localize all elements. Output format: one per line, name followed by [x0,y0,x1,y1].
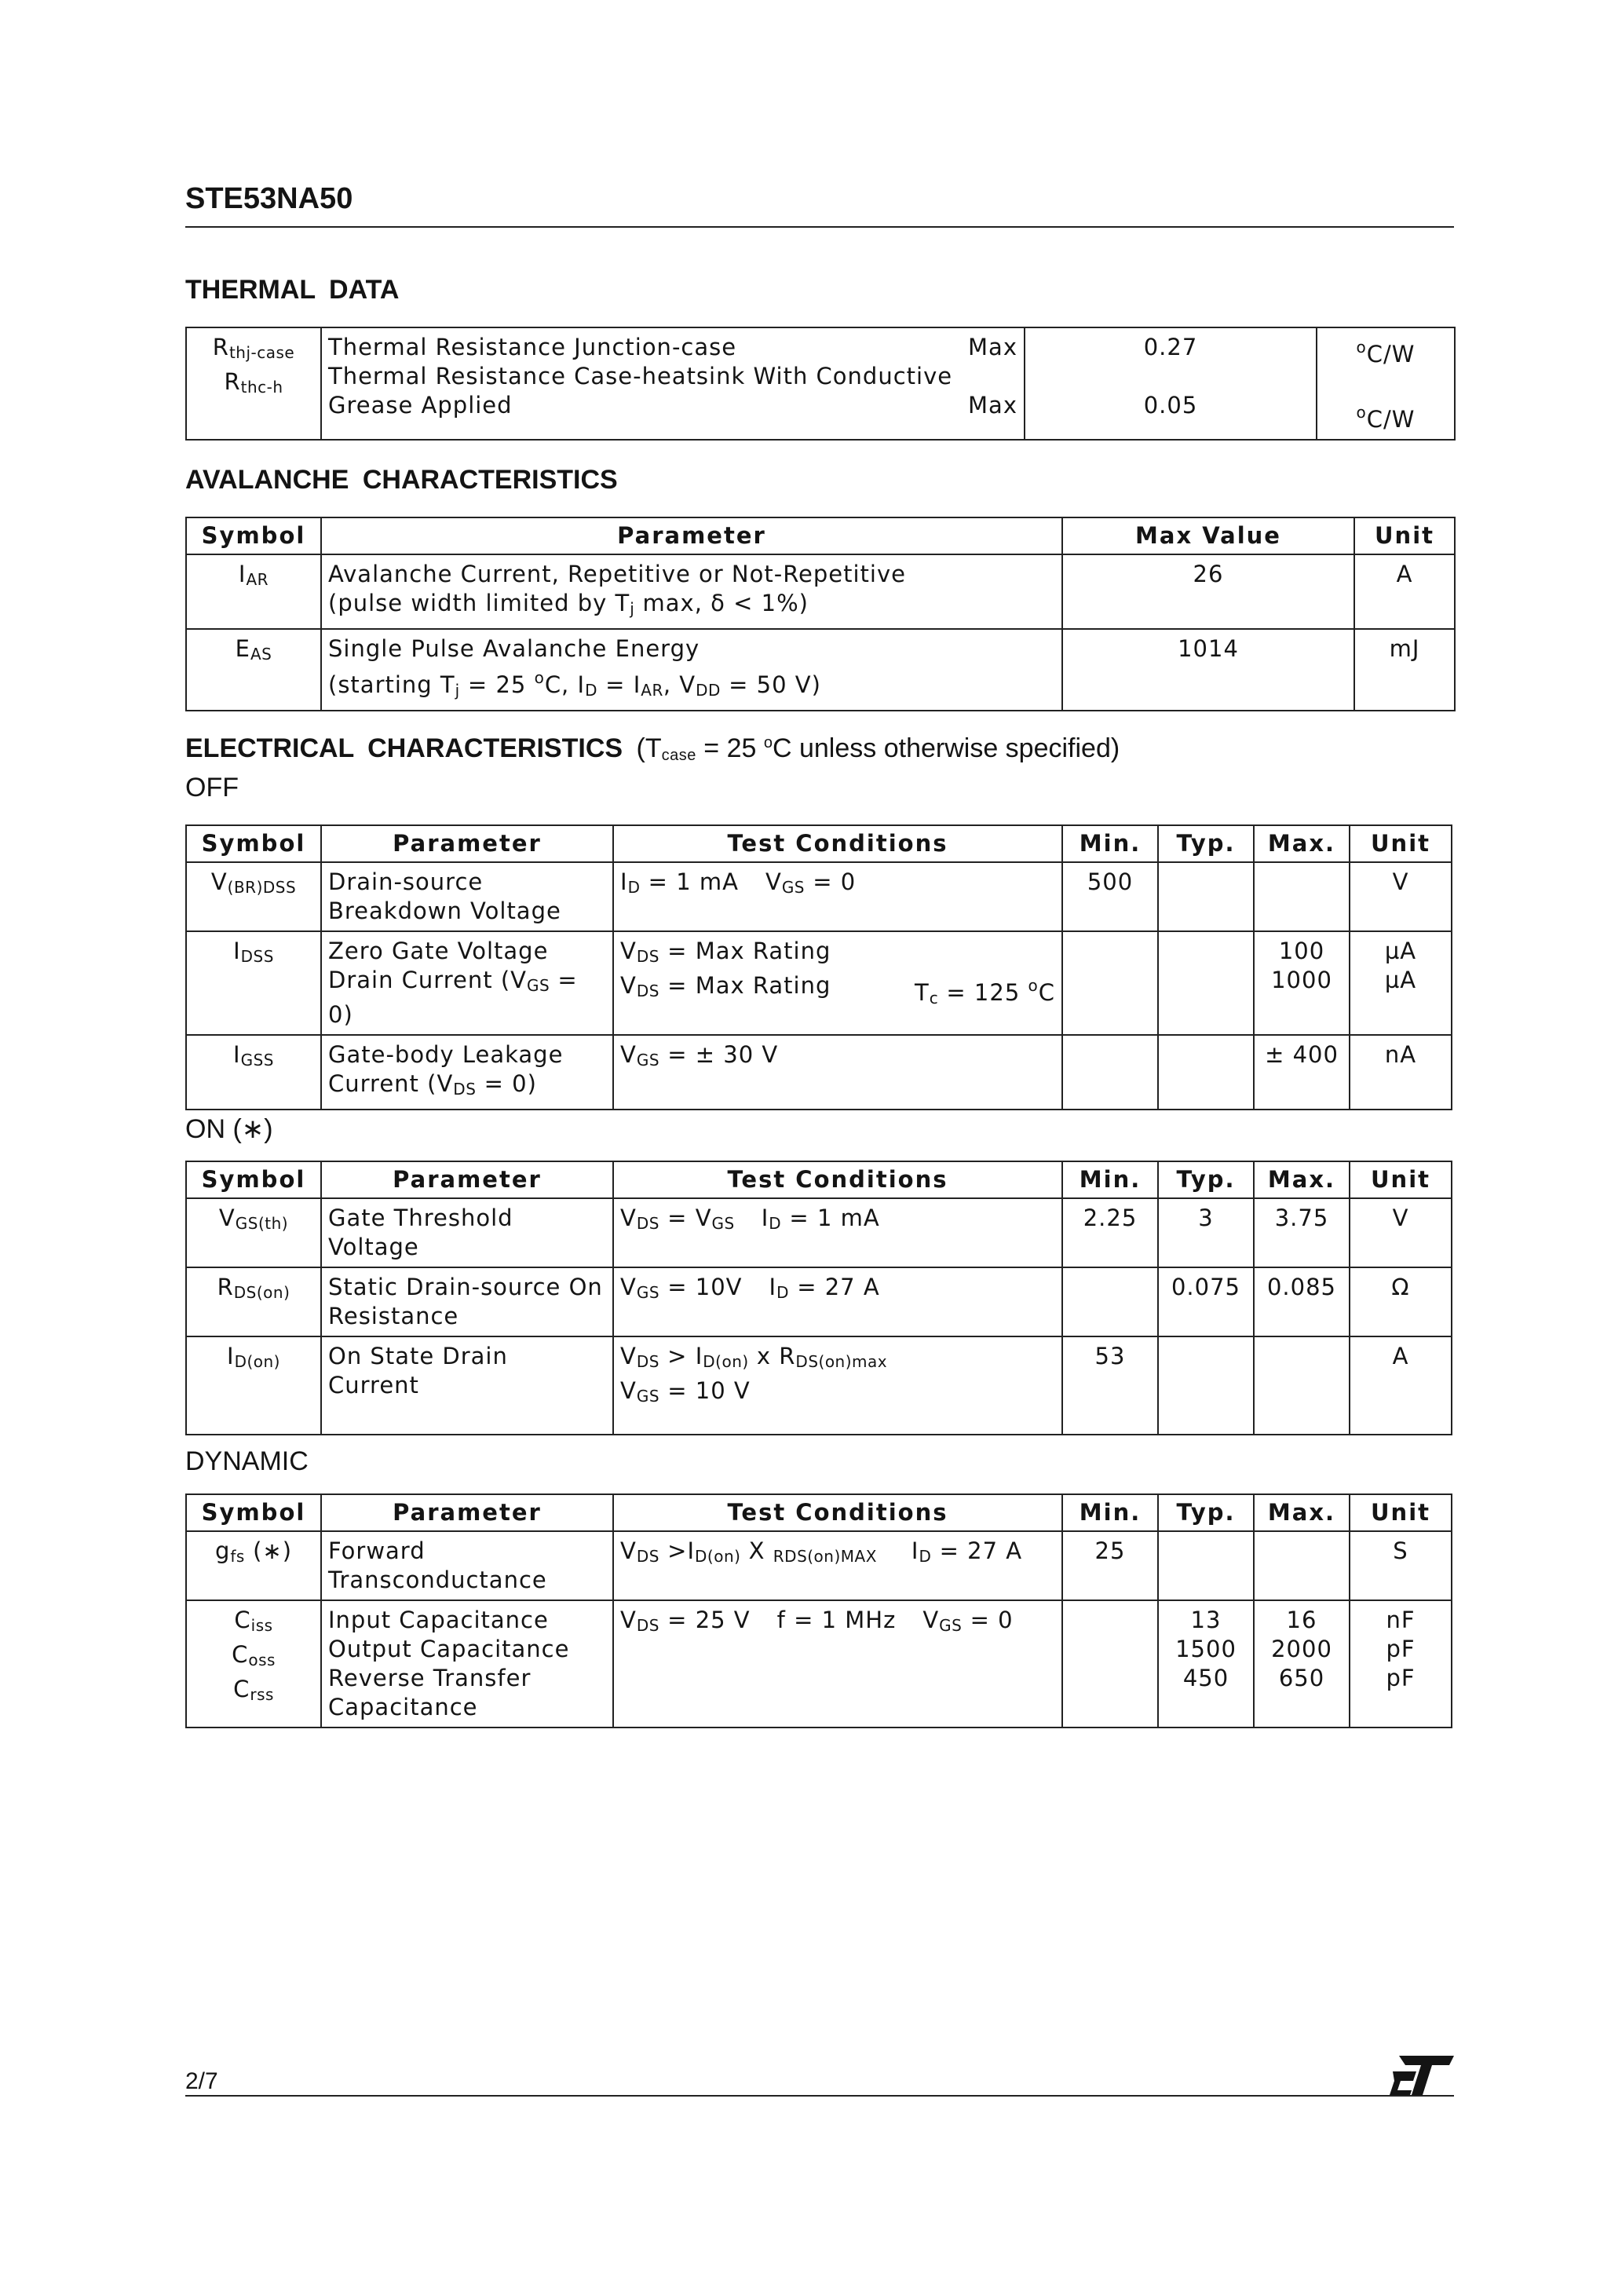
thermal-units: $^o$C/W $^o$C/W [1317,327,1455,440]
table-header: Symbol Parameter Test Conditions Min. Typ. Max. Unit [186,1494,1452,1531]
electrical-conditions: ($T_{case} = 25$ $^o$C unless otherwise specified) [636,733,1120,764]
on-table [185,1161,1452,1435]
off-heading: OFF [185,773,239,803]
on-heading: ON (∗) [185,1114,273,1144]
table-row: $V_{(BR)DSS}$ Drain-source Breakdown Voltage $I_D = 1$ mA $V_{GS} = 0$ 500 V [186,862,1452,931]
table-row: $R_{DS(on)}$ Static Drain-source On Resistance $V_{GS} = 10V$ $I_D = 27$ A 0.075 0.085 Ω [186,1267,1452,1336]
thermal-table [185,327,1456,441]
avalanche-heading: AVALANCHE CHARACTERISTICS [185,465,618,495]
page-number: 2/7 [185,2068,218,2094]
table-header: Symbol Parameter Test Conditions Min. Typ. Max. Unit [186,1161,1452,1198]
dynamic-table [185,1493,1452,1728]
avalanche-table [185,517,1456,711]
table-row: $C_{iss}$ $C_{oss}$ $C_{rss}$ Input Capacitance Output Capacitance Reverse Transfer Capacitance $V_{DS} = 25$ V f = 1 MHz $V_{GS} = 0$ 13 1500 450 16 2000 650 nF pF pF [186,1600,1452,1727]
dynamic-heading: DYNAMIC [185,1446,309,1476]
page-title: STE53NA50 [185,182,353,215]
table-row: $V_{GS(th)}$ Gate Threshold Voltage $V_{DS} = V_{GS}$ $I_D = 1$ mA 2.25 3 3.75 V [186,1198,1452,1267]
thermal-heading: THERMAL DATA [185,275,400,305]
table-row [186,327,1455,440]
table-header: Symbol Parameter Max Value Unit [186,517,1455,554]
table-row: $I_{DSS}$ Zero Gate Voltage Drain Current $(V_{GS} = 0)$ $V_{DS}$ = Max Rating $V_{DS}$ = Max Rating $T_c = 125$ $^o$C 100 1000 µA µA [186,931,1452,1035]
table-header: Symbol Parameter Test Conditions Min. Typ. Max. Unit [186,825,1452,862]
footer-rule [185,2095,1454,2097]
table-row: $I_{AR}$ Avalanche Current, Repetitive or Not-Repetitive (pulse width limited by $T_j$ max, δ < 1%) 26 A [186,554,1455,629]
thermal-values: 0.27 0.05 [1025,327,1317,440]
table-row: $E_{AS}$ Single Pulse Avalanche Energy (starting $T_j = 25$ $^o$C, $I_D = I_{AR}$, $V_{DD} = 50$ V) 1014 mJ [186,629,1455,711]
off-table [185,824,1452,1110]
st-logo-icon [1390,2056,1454,2099]
thermal-parameters: Thermal Resistance Junction-case Max Thermal Resistance Case-heatsink With Conductive Grease Applied Max [321,327,1025,440]
electrical-heading: ELECTRICAL CHARACTERISTICS ($T_{case} = 25$ $^o$C unless otherwise specified) [185,733,1120,764]
table-row: $g_{fs}$ (∗) Forward Transconductance $V_{DS} >I_{D(on)}$ X $_{RDS(on)MAX}$ $I_D = 27$ A 25 S [186,1531,1452,1600]
thermal-symbols: $R_{thj-case}$ $R_{thc-h}$ [186,327,321,440]
table-row: $I_{D(on)}$ On State Drain Current $V_{DS} > I_{D(on)}$ x $R_{DS(on)max}$ $V_{GS} = 10$ V 53 A [186,1336,1452,1435]
table-row: $I_{GSS}$ Gate-body Leakage Current $(V_{DS} = 0)$ $V_{GS}$ = ± 30 V ± 400 nA [186,1035,1452,1110]
header-rule [185,226,1454,228]
